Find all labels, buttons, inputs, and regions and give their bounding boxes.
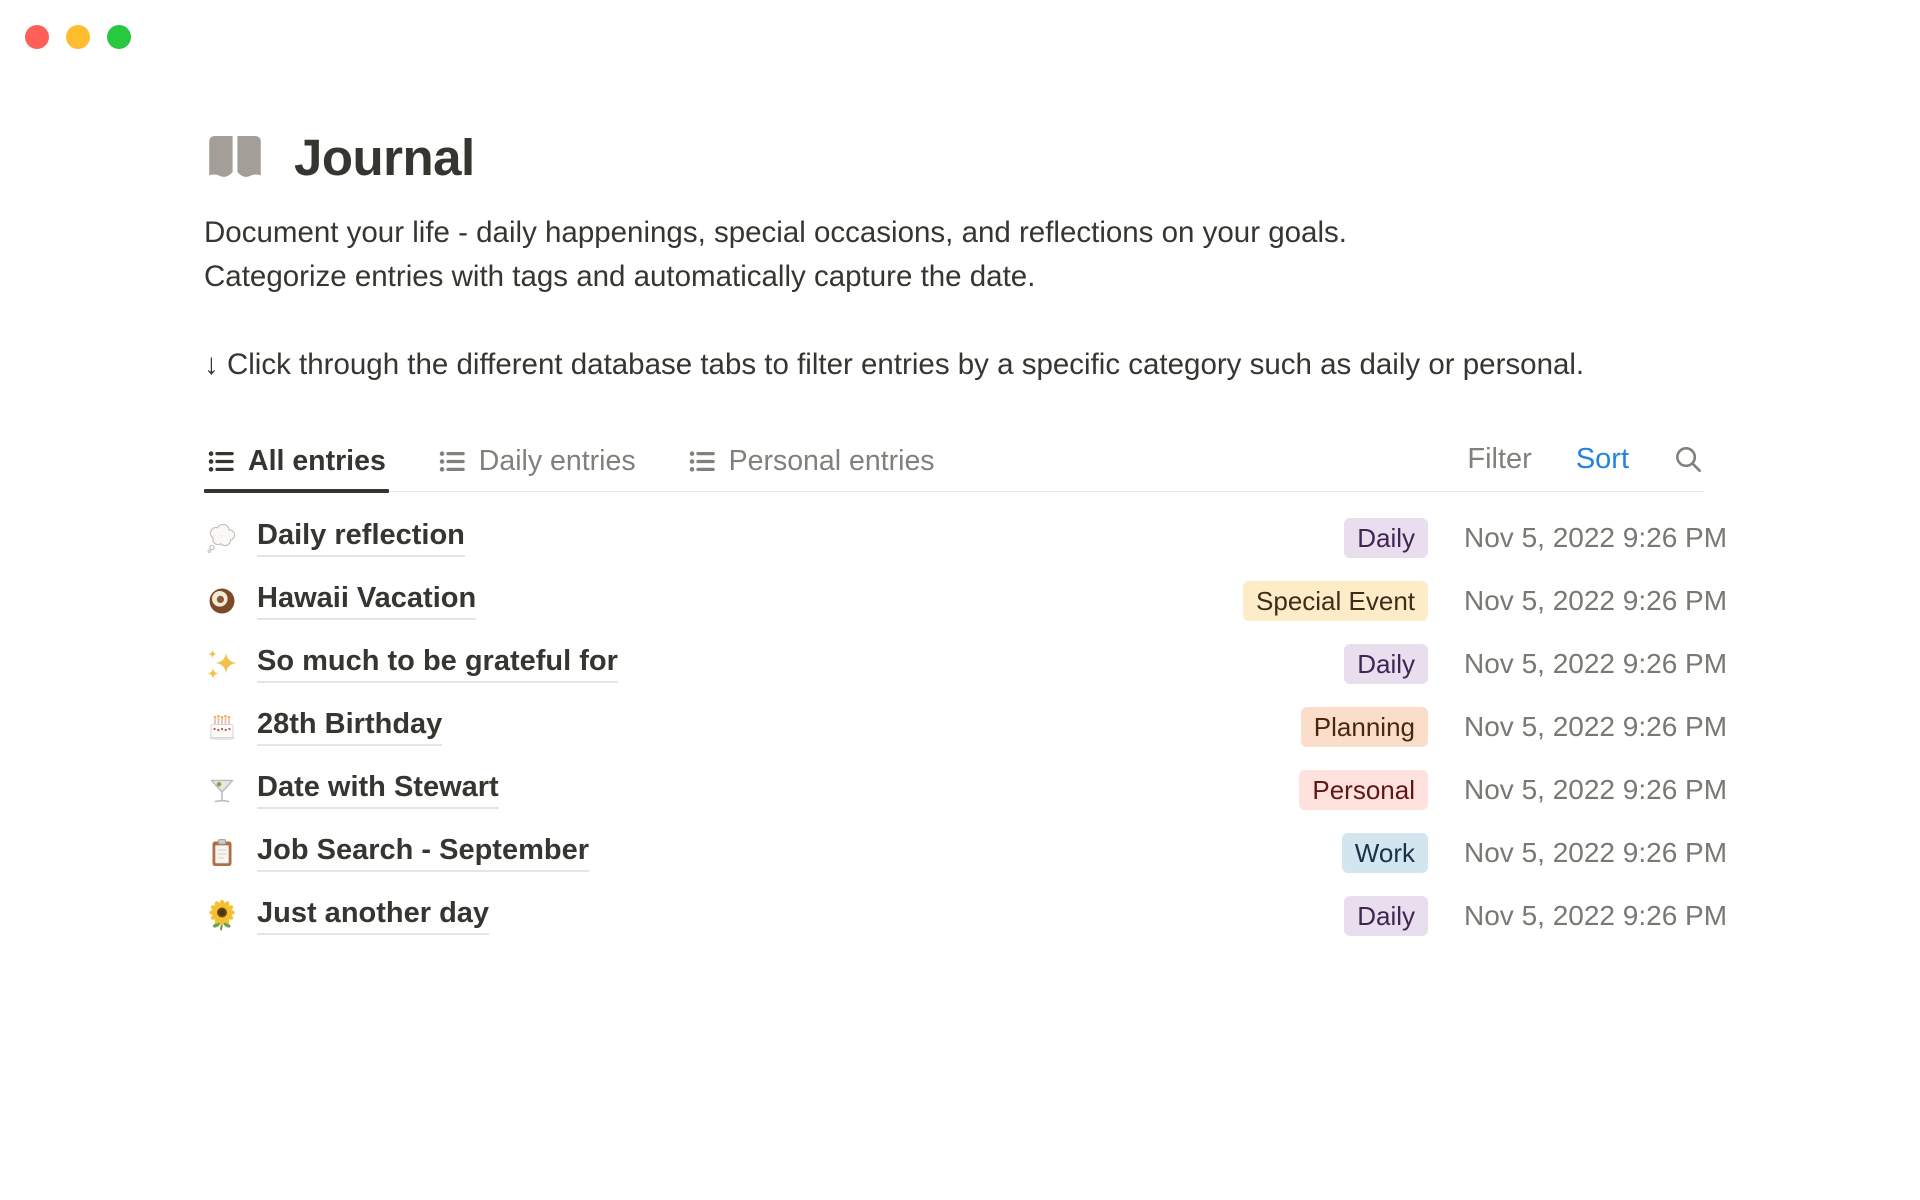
table-row[interactable] [204,506,1728,569]
tab-label: Daily entries [478,444,636,477]
entry-title[interactable]: Hawaii Vacation [257,581,476,620]
birthday-cake-icon [204,711,240,743]
entry-title[interactable]: 28th Birthday [257,707,442,746]
page-content [204,128,1728,947]
page-description-line-2[interactable]: Categorize entries with tags and automatically capture the date. [204,260,1036,293]
entry-title[interactable]: So much to be grateful for [257,644,618,683]
coconut-icon [204,585,240,617]
tag-badge[interactable]: Daily [1344,518,1428,558]
thought-balloon-icon [204,522,240,554]
tab-label: All entries [248,444,386,477]
list-view-icon [438,448,465,475]
page-description-line-1[interactable]: Document your life - daily happenings, special occasions, and reflections on your goals. [204,216,1347,249]
tab-daily-entries[interactable] [435,437,639,491]
database-tabs-bar [204,437,1704,492]
database-tabs [204,437,938,491]
list-view-icon [688,448,715,475]
close-window-button[interactable] [25,25,49,49]
sunflower-icon [204,900,240,932]
entry-title[interactable]: Just another day [257,896,489,935]
table-row[interactable] [204,695,1728,758]
table-row[interactable] [204,569,1728,632]
tab-all-entries[interactable] [204,437,389,491]
table-row[interactable] [204,758,1728,821]
tag-badge[interactable]: Personal [1299,770,1428,810]
entry-date: Nov 5, 2022 9:26 PM [1464,710,1728,742]
window-controls [25,25,131,49]
search-icon[interactable] [1673,444,1704,475]
tag-badge[interactable]: Special Event [1243,581,1428,621]
table-row[interactable] [204,821,1728,884]
zoom-window-button[interactable] [107,25,131,49]
clipboard-icon [204,837,240,869]
tag-badge[interactable]: Daily [1344,644,1428,684]
sort-button[interactable]: Sort [1575,442,1629,475]
entry-date: Nov 5, 2022 9:26 PM [1464,647,1728,679]
page-header [204,128,1704,187]
view-toolbar [1467,437,1704,491]
tab-personal-entries[interactable] [685,437,938,491]
tab-label: Personal entries [728,444,935,477]
page-title[interactable]: Journal [294,129,475,186]
table-row[interactable] [204,632,1728,695]
entry-title[interactable]: Job Search - September [257,833,589,872]
filter-button[interactable]: Filter [1467,442,1532,475]
open-book-icon[interactable] [204,130,266,185]
entry-date: Nov 5, 2022 9:26 PM [1464,899,1728,931]
sparkles-icon [204,648,240,680]
tag-badge[interactable]: Work [1342,833,1428,873]
entry-title[interactable]: Date with Stewart [257,770,499,809]
entries-table [204,492,1728,947]
minimize-window-button[interactable] [66,25,90,49]
callout-instruction[interactable]: ↓ Click through the different database tabs to filter entries by a specific category such as daily or personal. [204,348,1585,381]
entry-title[interactable]: Daily reflection [257,518,465,557]
cocktail-glass-icon [204,774,240,806]
entry-date: Nov 5, 2022 9:26 PM [1464,836,1728,868]
tag-badge[interactable]: Daily [1344,896,1428,936]
list-view-icon [207,448,234,475]
entry-date: Nov 5, 2022 9:26 PM [1464,773,1728,805]
entry-date: Nov 5, 2022 9:26 PM [1464,521,1728,553]
tag-badge[interactable]: Planning [1301,707,1428,747]
table-row[interactable] [204,884,1728,947]
entry-date: Nov 5, 2022 9:26 PM [1464,584,1728,616]
